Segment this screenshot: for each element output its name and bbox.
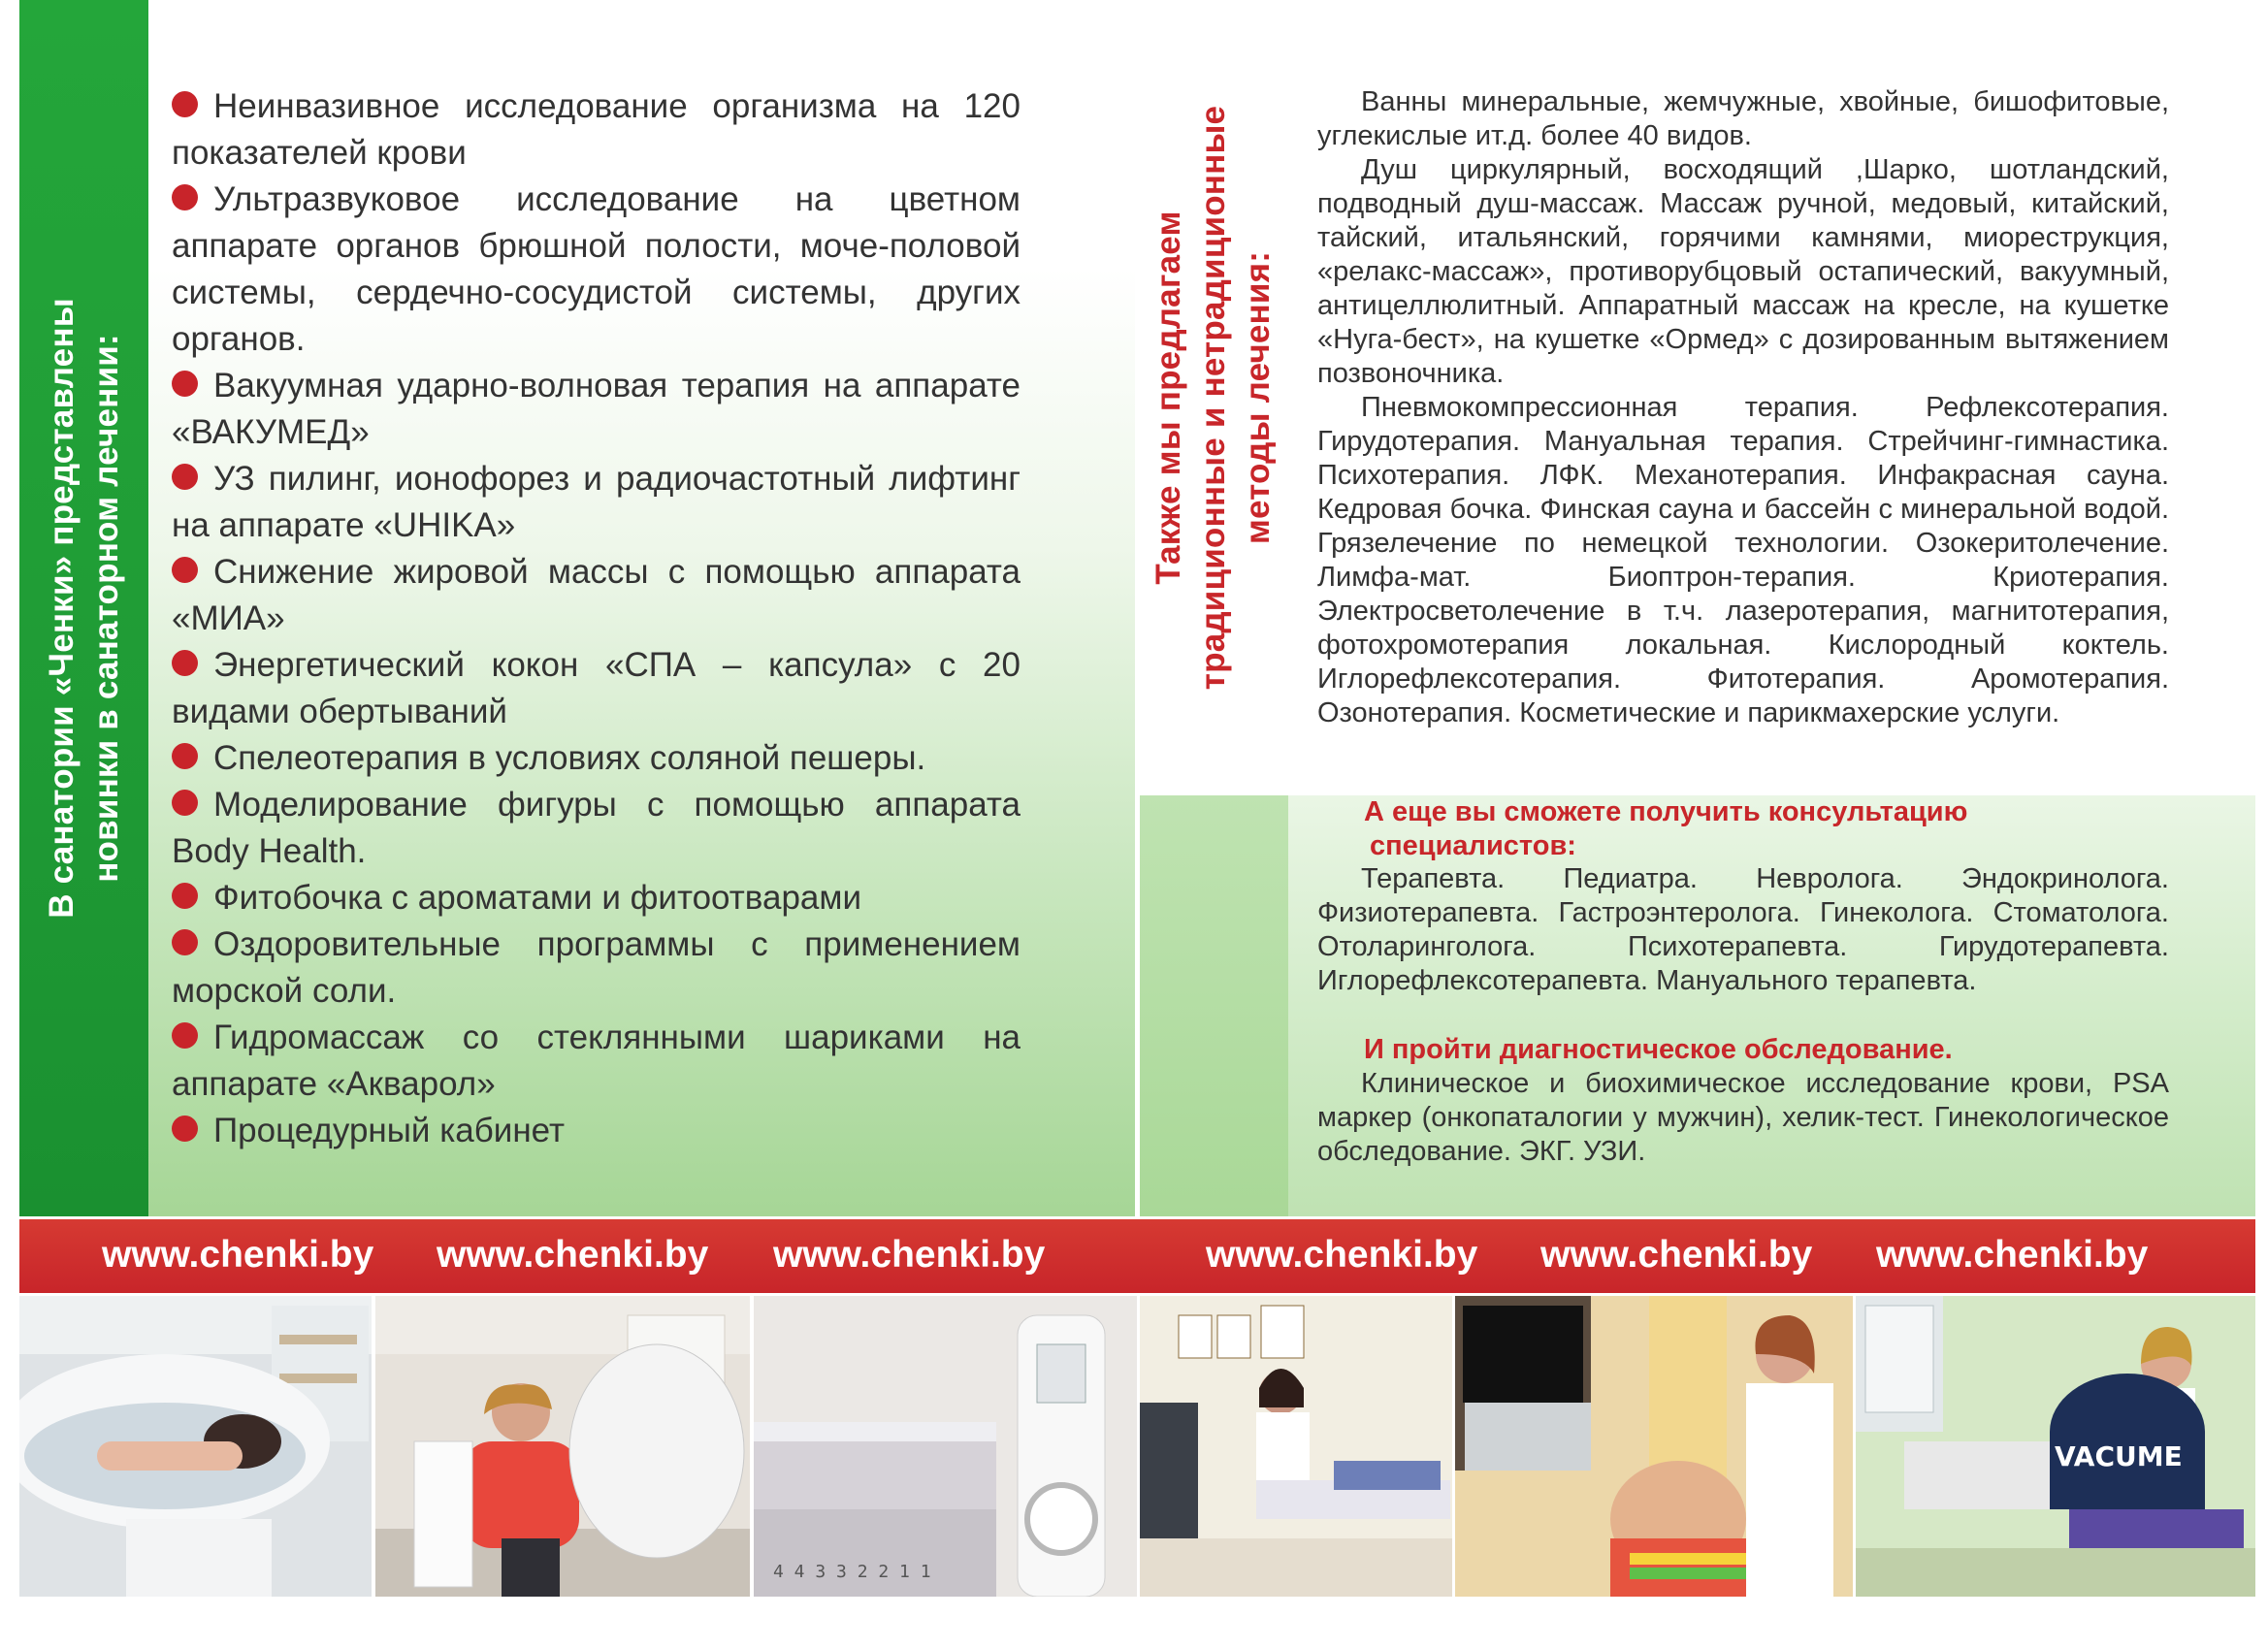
list-item-text: Фитобочка с ароматами и фитоотварами xyxy=(213,879,861,917)
list-item xyxy=(172,177,1021,363)
list-item-text: Ультразвуковое исследование на цветном аппарате органов брюшной полости, моче-половой системы, сердечно-сосудистой системы, других органов. xyxy=(172,180,1021,358)
left-vertical-title xyxy=(40,298,129,919)
treatment-paragraph: Пневмокомпрессионная терапия. Рефлексотерапия. Гирудотерапия. Мануальная терапия. Стрейчинг-гимнастика. Психотерапия. ЛФК. Механотерапия. Инфакрасная сауна. Кедровая бочка. Финская сауна и бассейн с минеральной водой. Грязелечение по немецкой технологии. Озокеритолечение. Лимфа-мат. Биоптрон-терапия. Криотерапия. Электросветолечение в т.ч. лазеротерапия, магнитотерапия, фотохромотерапия локальная. Кислородный коктель. Иглорефлексотерапия. Фитотерапия. Аромотерапия. Озонотерапия. Косметические и парикмахерские услуги. xyxy=(1317,392,2169,728)
bullet-icon xyxy=(172,91,198,117)
photo-vacume-text: VACUME xyxy=(2055,1440,2183,1472)
list-item xyxy=(172,363,1021,456)
consult-heading xyxy=(1364,795,1967,863)
right-vertical-title xyxy=(1148,106,1281,690)
list-item-text: Процедурный кабинет xyxy=(213,1112,565,1149)
bullet-icon xyxy=(172,1022,198,1049)
list-item-text: УЗ пилинг, ионофорез и радиочастотный лифтинг на аппарате «UHIKA» xyxy=(172,460,1021,544)
list-item xyxy=(172,1015,1021,1108)
photo-doctor-cabinet xyxy=(1140,1296,1452,1597)
list-item xyxy=(172,782,1021,875)
diagnostics-heading: И пройти диагностическое обследование. xyxy=(1364,1034,1953,1065)
bullet-icon xyxy=(172,464,198,490)
bullet-icon xyxy=(172,883,198,909)
diagnostics-text: Клиническое и биохимическое исследование крови, PSA маркер (онкопаталогии у мужчин), хелик-тест. Гинекологическое обследование. ЭКГ. УЗИ. xyxy=(1317,1068,2169,1167)
bullet-icon xyxy=(172,1116,198,1142)
photo-mia-apparatus xyxy=(375,1296,750,1597)
list-item-text: Снижение жировой массы с помощью аппарата «МИА» xyxy=(172,553,1021,637)
list-item-text: Оздоровительные программы с применением морской соли. xyxy=(172,925,1021,1010)
left-title-line1: В санатории «Ченки» представлены xyxy=(42,298,81,919)
list-item xyxy=(172,875,1021,922)
list-item xyxy=(172,1108,1021,1154)
website-link[interactable]: www.chenki.by xyxy=(102,1234,374,1276)
list-item-text: Спелеотерапия в условиях соляной пешеры. xyxy=(213,739,926,777)
list-item-text: Вакуумная ударно-волновая терапия на аппарате «ВАКУМЕД» xyxy=(172,367,1021,451)
consult-text: Терапевта. Педиатра. Невролога. Эндокринолога. Физиотерапевта. Гастроэнтеролога. Гинеколога. Стоматолога. Отоларинголога. Психотерапевта. Гирудотерапевта. Иглорефлексотерапевта. Мануального терапевта. xyxy=(1317,863,2169,996)
list-item-text: Энергетический кокон «СПА – капсула» с 20 видами обертываний xyxy=(172,646,1021,730)
website-link[interactable]: www.chenki.by xyxy=(773,1234,1046,1276)
list-item xyxy=(172,642,1021,735)
diagnostics-text-block xyxy=(1317,1067,2169,1169)
photo-spa-capsule xyxy=(19,1296,372,1597)
list-item-text: Гидромассаж со стеклянными шариками на аппарате «Акварол» xyxy=(172,1018,1021,1103)
list-item xyxy=(172,456,1021,549)
right-band-green xyxy=(1140,795,1288,1216)
bullet-icon xyxy=(172,929,198,955)
right-vertical-title-wrap xyxy=(1140,0,1288,795)
bullet-icon xyxy=(172,557,198,583)
list-item-text: Неинвазивное исследование организма на 120 показателей крови xyxy=(172,87,1021,172)
left-vertical-title-wrap xyxy=(19,0,148,1216)
photo-vacumed xyxy=(1856,1296,2255,1597)
left-feature-list xyxy=(172,83,1021,1154)
right-title-line1: Также мы предлагаем xyxy=(1150,210,1188,585)
list-item-text: Моделирование фигуры с помощью аппарата Body Health. xyxy=(172,786,1021,870)
list-item xyxy=(172,83,1021,177)
consult-text-block xyxy=(1317,862,2169,998)
website-link[interactable]: www.chenki.by xyxy=(1206,1234,1478,1276)
left-title-line2: новинки в санаторном лечении: xyxy=(86,334,125,883)
list-item xyxy=(172,735,1021,782)
photo-digits: 4 4 3 3 2 2 1 1 xyxy=(773,1562,931,1582)
list-item xyxy=(172,549,1021,642)
treatments-text xyxy=(1317,85,2169,730)
photo-ultrasound xyxy=(1455,1296,1853,1597)
photo-treatment-room xyxy=(754,1296,1137,1597)
right-title-line3: методы лечения: xyxy=(1239,250,1278,545)
list-item xyxy=(172,922,1021,1015)
consult-heading-line2: специалистов: xyxy=(1370,830,1576,861)
website-link[interactable]: www.chenki.by xyxy=(437,1234,709,1276)
bullet-icon xyxy=(172,650,198,676)
consult-heading-line1: А еще вы сможете получить консультацию xyxy=(1364,796,1968,827)
treatment-paragraph: Душ циркулярный, восходящий ,Шарко, шотландский, подводный душ-массаж. Массаж ручной, медовый, китайский, тайский, итальянский, горячими камнями, миореструкция, «релакс-массаж», противорубцовый остапический, вакуумный, антицеллюлитный. Аппаратный массаж на кресле, на кушетке «Нуга-бест», на кушетке «Ормед» с дозированным вытяжением позвоночника. xyxy=(1317,154,2169,389)
website-link[interactable]: www.chenki.by xyxy=(1876,1234,2149,1276)
right-title-line2: традиционные и нетрадиционные xyxy=(1194,105,1233,691)
website-link[interactable]: www.chenki.by xyxy=(1540,1234,1813,1276)
bullet-icon xyxy=(172,743,198,769)
bullet-icon xyxy=(172,790,198,816)
bullet-icon xyxy=(172,371,198,397)
bullet-icon xyxy=(172,184,198,210)
treatment-paragraph: Ванны минеральные, жемчужные, хвойные, бишофитовые, углекислые ит.д. более 40 видов. xyxy=(1317,86,2169,151)
